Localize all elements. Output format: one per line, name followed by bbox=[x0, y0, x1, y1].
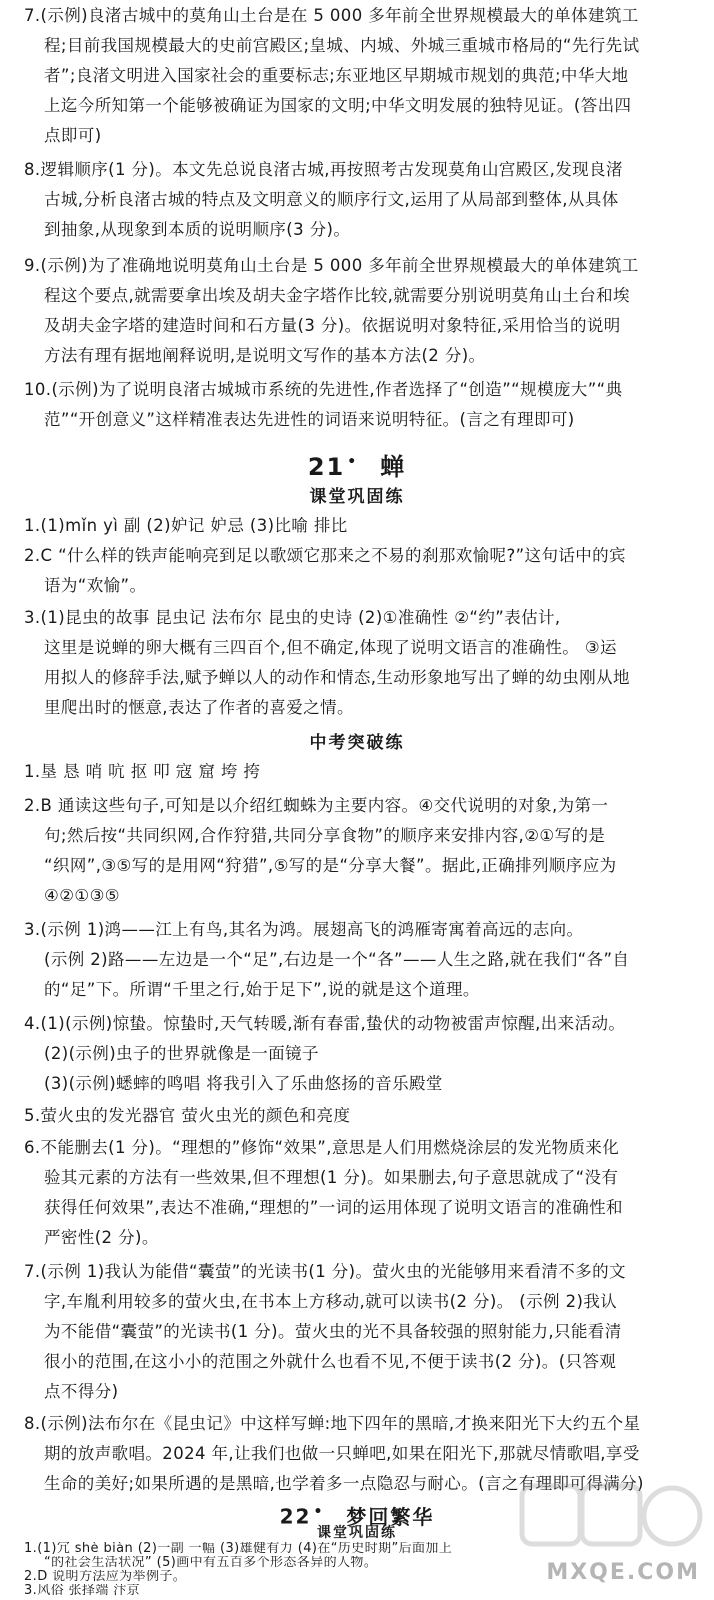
l21-p1: 1.垦 恳 哨 吭 抠 叩 寇 窟 垮 挎 bbox=[24, 762, 261, 781]
lesson-22-section-classroom: 课堂巩固练 bbox=[317, 1525, 397, 1541]
lesson-21-number: 21 bbox=[307, 453, 346, 481]
l21-p3-line-2: (示例 2)路——左边是一个“足”,右边是一个“各”——人生之路,就在我们“各”自 bbox=[44, 950, 630, 969]
l21-p7-line-4: 很小的范围,在这小小的范围之外就什么也看不见,不便于读书(2 分)。(只答观 bbox=[44, 1352, 617, 1371]
lesson-21-section-exam: 中考突破练 bbox=[309, 733, 405, 753]
answer-7-line-5: 点即可) bbox=[44, 126, 102, 145]
l21-p3-line-1: 3.(示例 1)鸿——江上有鸟,其名为鸿。展翅高飞的鸿雁寄寓着高远的志向。 bbox=[24, 920, 584, 939]
l21-p2-line-2: 句;然后按“共同织网,合作狩猎,共同分享食物”的顺序来安排内容,②①写的是 bbox=[44, 826, 606, 845]
l21-q2-line-2: 语为“欢愉”。 bbox=[44, 576, 147, 595]
l21-q3-line-2: 这里是说蝉的卵大概有三四百个,但不确定,体现了说明文语言的准确性。 ③运 bbox=[44, 638, 617, 657]
l21-p7-line-5: 点不得分) bbox=[44, 1382, 119, 1401]
answer-9-line-1: 9.(示例)为了准确地说明莫角山土台是 5 000 多年前全世界规模最大的单体建筑工 bbox=[24, 256, 639, 275]
l21-p8-line-1: 8.(示例)法布尔在《昆虫记》中这样写蝉:地下四年的黑暗,才换来阳光下大约五个星 bbox=[24, 1414, 641, 1433]
lesson-21-section-classroom: 课堂巩固练 bbox=[309, 487, 405, 507]
answer-7-line-3: 者”;良渚文明进入国家社会的重要标志;东亚地区早期城市规划的典范;中华大地 bbox=[44, 66, 629, 85]
answer-9-line-2: 程这个要点,就需要拿出埃及胡夫金字塔作比较,就需要分别说明莫角山土台和埃 bbox=[44, 286, 630, 305]
l21-p2-line-4: ④②①③⑤ bbox=[44, 886, 120, 905]
answer-10-line-2: 范”“开创意义”这样精准表达先进性的词语来说明特征。(言之有理即可) bbox=[44, 410, 575, 429]
watermark-text: MXQE.COM bbox=[546, 1560, 700, 1585]
answer-8-line-1: 8.逻辑顺序(1 分)。本文先总说良渚古城,再按照考古发现莫角山宫殿区,发现良渚 bbox=[24, 160, 623, 179]
l21-p4-line-1: 4.(1)(示例)惊蛰。惊蛰时,天气转暖,渐有春雷,蛰伏的动物被雷声惊醒,出来活动。 bbox=[24, 1014, 626, 1033]
lesson-21-mark: • bbox=[347, 454, 359, 470]
answer-8-line-3: 到抽象,从现象到本质的说明顺序(3 分)。 bbox=[44, 220, 351, 239]
lesson-22-name: 梦回繁华 bbox=[346, 1504, 435, 1529]
l21-p2-line-3: “织网”,③⑤写的是用网“狩猎”,⑤写的是“分享大餐”。据此,正确排列顺序应为 bbox=[44, 856, 617, 875]
l21-p4-line-3: (3)(示例)蟋蟀的鸣唱 将我引入了乐曲悠扬的音乐殿堂 bbox=[44, 1074, 443, 1093]
l21-p7-line-2: 字,车胤利用较多的萤火虫,在书本上方移动,就可以读书(2 分)。 (示例 2)我认 bbox=[44, 1292, 618, 1311]
answer-7-line-4: 上迄今所知第一个能够被确证为国家的文明;中华文明发展的独特见证。(答出四 bbox=[44, 96, 632, 115]
l21-q3-line-4: 里爬出时的惬意,表达了作者的喜爱之情。 bbox=[44, 698, 354, 717]
l21-q3-line-3: 用拟人的修辞手法,赋予蝉以人的动作和情态,生动形象地写出了蝉的幼虫刚从地 bbox=[44, 668, 630, 687]
l21-p7-line-3: 为不能借“囊萤”的光读书(1 分)。萤火虫的光不具备较强的照射能力,只能看清 bbox=[44, 1322, 622, 1341]
answer-10-line-1: 10.(示例)为了说明良渚古城城市系统的先进性,作者选择了“创造”“规模庞大”“典 bbox=[24, 380, 623, 399]
l21-p8-line-2: 期的放声歌唱。2024 年,让我们也做一只蝉吧,如果在阳光下,那就尽情歌唱,享受 bbox=[44, 1444, 640, 1463]
l21-q2-line-1: 2.C “什么样的铁声能响亮到足以歌颂它那来之不易的刹那欢愉呢?”这句话中的宾 bbox=[24, 546, 626, 565]
l22-q2: 2.D 说明方法应为举例子。 bbox=[24, 1570, 187, 1584]
lesson-22-number: 22 bbox=[279, 1504, 312, 1529]
l21-q3-line-1: 3.(1)昆虫的故事 昆虫记 法布尔 昆虫的史诗 (2)①准确性 ②“约”表估计, bbox=[24, 608, 561, 627]
l21-p7-line-1: 7.(示例 1)我认为能借“囊萤”的光读书(1 分)。萤火虫的光能够用来看清不多的文 bbox=[24, 1262, 626, 1281]
l21-p5: 5.萤火虫的发光器官 萤火虫光的颜色和亮度 bbox=[24, 1106, 351, 1125]
l21-q1: 1.(1)mǐn yì 副 (2)妒记 妒忌 (3)比喻 排比 bbox=[24, 516, 348, 535]
l21-p4-line-2: (2)(示例)虫子的世界就像是一面镜子 bbox=[44, 1044, 319, 1063]
l21-p6-line-2: 验其元素的方法有一些效果,但不理想(1 分)。如果删去,句子意思就成了“没有 bbox=[44, 1168, 619, 1187]
answer-7-line-1: 7.(示例)良渚古城中的莫角山土台是在 5 000 多年前全世界规模最大的单体建筑工 bbox=[24, 6, 639, 25]
l21-p6-line-3: 获得任何效果”,表达不准确,“理想的”一词的运用体现了说明文语言的准确性和 bbox=[44, 1198, 623, 1217]
l21-p8-line-3: 生命的美好;如果所遇的是黑暗,也学着多一点隐忍与耐心。(言之有理即可得满分) bbox=[44, 1474, 644, 1493]
l21-p6-line-4: 严密性(2 分)。 bbox=[44, 1228, 159, 1247]
l22-q1-line-1: 1.(1)冗 shè biàn (2)一副 一幅 (3)雄健有力 (4)在“历史时期”后面加上 bbox=[24, 1542, 453, 1556]
lesson-21-name: 蝉 bbox=[380, 453, 407, 481]
answer-9-line-4: 方法有理有据地阐释说明,是说明文写作的基本方法(2 分)。 bbox=[44, 346, 486, 365]
answer-8-line-2: 古城,分析良渚古城的特点及文明意义的顺序行文,运用了从局部到整体,从具体 bbox=[44, 190, 619, 209]
l21-p2-line-1: 2.B 通读这些句子,可知是以介绍红蜘蛛为主要内容。④交代说明的对象,为第一 bbox=[24, 796, 609, 815]
lesson-21-title bbox=[0, 446, 714, 483]
lesson-22-mark: • bbox=[313, 1504, 325, 1520]
l21-p3-line-3: 的“足”下。所谓“千里之行,始于足下”,说的就是这个道理。 bbox=[44, 980, 480, 999]
l22-q1-line-2: “的社会生活状况” (5)画中有五百多个形态各异的人物。 bbox=[44, 1556, 378, 1570]
answer-9-line-3: 及胡夫金字塔的建造时间和石方量(3 分)。依据说明对象特征,采用恰当的说明 bbox=[44, 316, 621, 335]
l21-p6-line-1: 6.不能删去(1 分)。“理想的”修饰“效果”,意思是人们用燃烧涂层的发光物质来化 bbox=[24, 1138, 620, 1157]
l22-q3: 3.风俗 张择端 汴京 bbox=[24, 1584, 141, 1598]
answer-7-line-2: 程;目前我国规模最大的史前宫殿区;皇城、内城、外城三重城市格局的“先行先试 bbox=[44, 36, 640, 55]
